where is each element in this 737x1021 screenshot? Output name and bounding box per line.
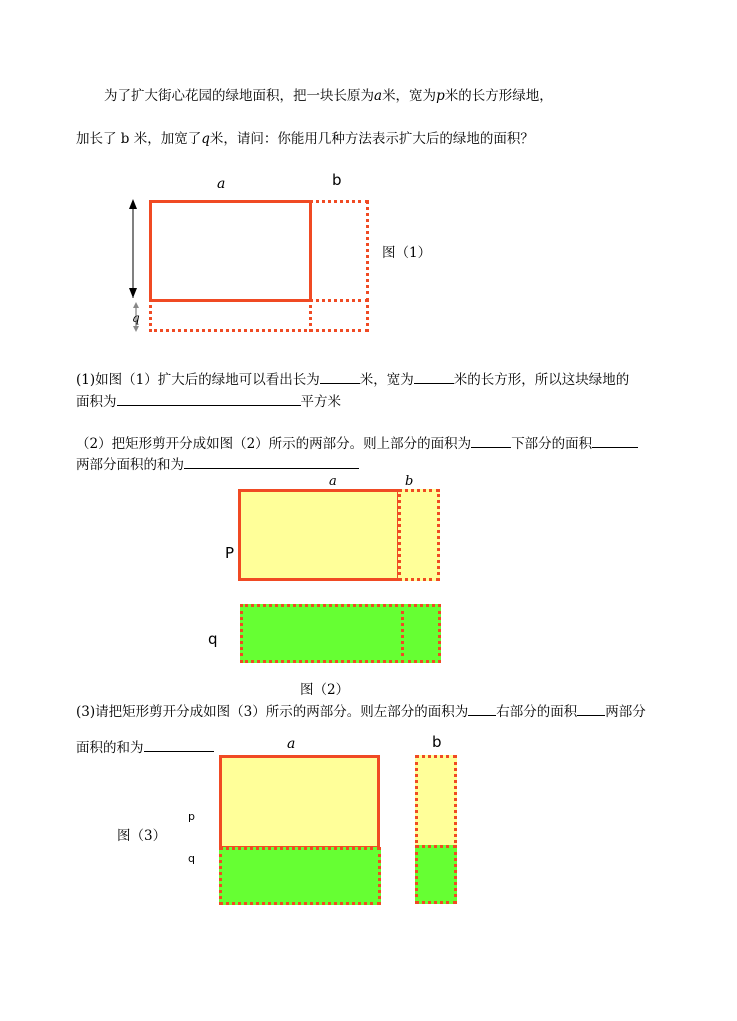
blank-area[interactable]	[117, 393, 301, 406]
intro-text: 为了扩大街心花园的绿地面积，把一块长原为	[104, 88, 374, 104]
q3-text: 右部分的面积	[496, 704, 578, 720]
fig3-label-q: q	[188, 852, 195, 865]
q1-line-2	[76, 393, 341, 410]
q3-line-2	[76, 739, 214, 756]
fig1-label-a: a	[217, 176, 226, 192]
fig3-right-bottom-rect	[415, 845, 457, 904]
fig2-label-a: a	[329, 474, 337, 489]
intro-text: 米，宽为	[382, 88, 437, 104]
var-p: p	[436, 88, 445, 104]
var-q: q	[201, 131, 210, 147]
q3-text: (3)请把矩形剪开分成如图（3）所示的两部分。则左部分的面积为	[76, 704, 469, 720]
q2-text: 两部分面积的和为	[76, 457, 184, 473]
blank-width[interactable]	[414, 371, 454, 384]
fig3-label-b: b	[432, 733, 442, 751]
fig3-right-top-rect	[415, 755, 457, 849]
q1-text: 面积为	[76, 394, 117, 410]
q3-text: 面积的和为	[76, 740, 144, 756]
q1-text: 平方米	[300, 394, 341, 410]
blank-upper-area[interactable]	[471, 435, 511, 448]
fig2-lower-extension-rect	[401, 604, 441, 663]
fig3-caption: 图（3）	[117, 828, 167, 844]
intro-text: 米的长方形绿地，	[444, 88, 553, 104]
fig2-label-p: P	[225, 544, 235, 562]
fig2-lower-main-rect	[240, 604, 404, 663]
blank-sum-area[interactable]	[184, 456, 359, 469]
q3-line-1	[76, 703, 646, 720]
fig3-left-bottom-rect	[219, 847, 381, 905]
blank-total-area[interactable]	[144, 739, 214, 752]
blank-length[interactable]	[320, 371, 360, 384]
blank-left-area[interactable]	[468, 703, 496, 716]
q2-line-1	[76, 435, 638, 452]
q1-text: (1)如图（1）扩大后的绿地可以看出长为	[76, 372, 320, 388]
q3-text: 两部分	[605, 704, 646, 720]
fig2-label-b: b	[405, 474, 414, 489]
fig1-label-b: b	[332, 171, 342, 189]
blank-lower-area[interactable]	[592, 435, 638, 448]
intro-text: 加长了 b 米，加宽了	[76, 131, 202, 147]
fig3-label-p: p	[188, 810, 195, 823]
q1-text: 米的长方形，所以这块绿地的	[453, 372, 630, 388]
fig2-label-q: q	[208, 630, 218, 648]
q2-line-2	[76, 456, 359, 473]
fig3-left-top-rect	[219, 755, 380, 849]
fig2-upper-main-rect	[238, 489, 400, 581]
var-a: a	[374, 88, 383, 104]
fig2-caption: 图（2）	[300, 682, 350, 698]
fig1-caption: 图（1）	[382, 245, 432, 261]
fig2-upper-extension-rect	[398, 489, 440, 581]
blank-right-area[interactable]	[577, 703, 605, 716]
intro-text: 米，请问：你能用几种方法表示扩大后的绿地的面积？	[209, 131, 534, 147]
q1-text: 米，宽为	[359, 372, 414, 388]
q1-line-1	[76, 371, 629, 388]
q2-text: （2）把矩形剪开分成如图（2）所示的两部分。则上部分的面积为	[76, 436, 472, 452]
fig3-label-a: a	[287, 736, 296, 752]
q2-text: 下部分的面积	[511, 436, 593, 452]
fig1-label-q: q	[132, 311, 140, 325]
